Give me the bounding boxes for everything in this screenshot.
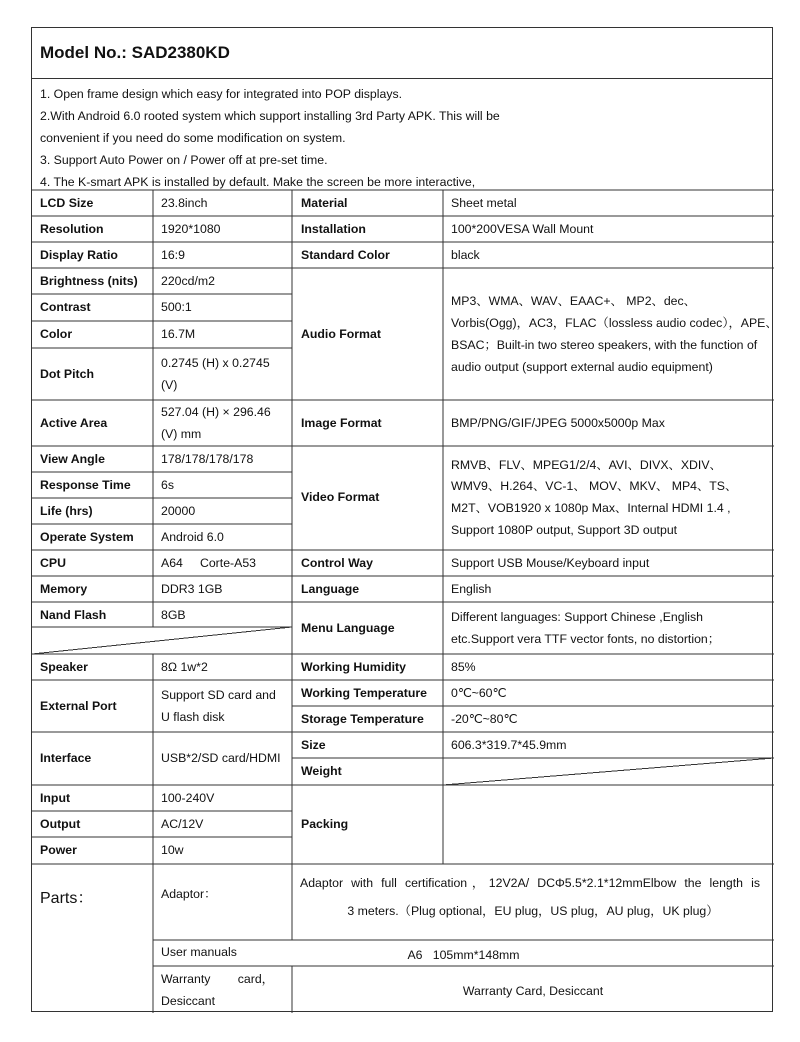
warranty-label-line2: Desiccant	[161, 994, 215, 1008]
audio-format-line: Vorbis(Ogg)，AC3，FLAC（lossless audio codec），APE、	[451, 316, 778, 330]
brightness-value: 220cd/m2	[161, 274, 216, 288]
dot-pitch-value-line2: (V)	[161, 378, 178, 392]
adaptor-value-line1: Adaptor with full certification，12V2A/ DCΦ5.5*2.1*12mmElbow the length is	[300, 876, 760, 890]
control-way-label: Control Way	[301, 556, 373, 570]
resolution-value: 1920*1080	[161, 222, 221, 236]
video-format-line: Support 1080P output, Support 3D output	[451, 523, 678, 537]
working-temperature-label: Working Temperature	[301, 686, 427, 700]
installation-value: 100*200VESA Wall Mount	[451, 222, 594, 236]
speaker-value: 8Ω 1w*2	[161, 660, 208, 674]
active-area-label: Active Area	[40, 416, 108, 430]
material-value: Sheet metal	[451, 196, 517, 210]
video-format-line: M2T、VOB1920 x 1080p Max、Internal HDMI 1.4 ,	[451, 501, 731, 515]
intro-line: 1. Open frame design which easy for integrated into POP displays.	[40, 87, 403, 101]
image-format-label: Image Format	[301, 416, 382, 430]
memory-value: DDR3 1GB	[161, 582, 223, 596]
parts-label: Parts：	[40, 890, 94, 907]
image-format-value: BMP/PNG/GIF/JPEG 5000x5000p Max	[451, 416, 665, 430]
video-format-line: RMVB、FLV、MPEG1/2/4、AVI、DIVX、XDIV、	[451, 458, 722, 472]
color-value: 16.7M	[161, 327, 196, 341]
storage-temperature-value: -20℃~80℃	[451, 712, 518, 726]
material-label: Material	[301, 196, 348, 210]
audio-format-line: BSAC；Built-in two stereo speakers, with the function of	[451, 338, 758, 352]
warranty-label-line1: Warranty card，	[161, 972, 274, 986]
menu-language-label: Menu Language	[301, 621, 395, 635]
warranty-value: Warranty Card, Desiccant	[462, 984, 604, 998]
output-value: AC/12V	[161, 817, 204, 831]
nand-flash-label: Nand Flash	[40, 608, 107, 622]
input-value: 100-240V	[161, 791, 215, 805]
interface-value: USB*2/SD card/HDMI	[161, 751, 281, 765]
spec-sheet	[31, 27, 778, 1012]
view-angle-value: 178/178/178/178	[161, 452, 254, 466]
user-manuals-value: A6 105mm*148mm	[407, 948, 520, 962]
user-manuals-label: User manuals	[161, 945, 237, 959]
language-label: Language	[301, 582, 360, 596]
lcd-size-value: 23.8inch	[161, 196, 208, 210]
adaptor-label: Adaptor：	[161, 887, 217, 901]
input-label: Input	[40, 791, 71, 805]
packing-label: Packing	[301, 817, 349, 831]
operate-system-label: Operate System	[40, 530, 134, 544]
life-value: 20000	[161, 504, 196, 518]
brightness-label: Brightness (nits)	[40, 274, 138, 288]
active-area-value-line1: 527.04 (H) × 296.46	[161, 405, 271, 419]
power-value: 10w	[161, 843, 184, 857]
dot-pitch-label: Dot Pitch	[40, 367, 94, 381]
adaptor-value-line2: 3 meters.（Plug optional，EU plug，US plug，AU plug，UK plug）	[347, 904, 719, 918]
dot-pitch-value-line1: 0.2745 (H) x 0.2745	[161, 356, 270, 370]
response-time-label: Response Time	[40, 478, 131, 492]
audio-format-label: Audio Format	[301, 327, 381, 341]
standard-color-label: Standard Color	[301, 248, 390, 262]
standard-color-value: black	[451, 248, 480, 262]
working-humidity-value: 85%	[451, 660, 476, 674]
contrast-label: Contrast	[40, 300, 91, 314]
working-temperature-value: 0℃~60℃	[451, 686, 507, 700]
video-format-line: WMV9、H.264、VC-1、 MOV、MKV、 MP4、TS、	[451, 479, 738, 493]
intro-line: 3. Support Auto Power on / Power off at pre-set time.	[40, 153, 328, 167]
intro-line: convenient if you need do some modification on system.	[40, 131, 346, 145]
display-ratio-label: Display Ratio	[40, 248, 118, 262]
memory-label: Memory	[40, 582, 88, 596]
weight-label: Weight	[301, 764, 342, 778]
lcd-size-label: LCD Size	[40, 196, 94, 210]
cpu-label: CPU	[40, 556, 66, 570]
language-value: English	[451, 582, 492, 596]
view-angle-label: View Angle	[40, 452, 105, 466]
video-format-label: Video Format	[301, 490, 380, 504]
resolution-label: Resolution	[40, 222, 104, 236]
audio-format-line: audio output (support external audio equipment)	[451, 360, 713, 374]
life-label: Life (hrs)	[40, 504, 93, 518]
menu-language-line: etc.Support vera TTF vector fonts, no distortion；	[451, 632, 721, 646]
external-port-value-line2: U flash disk	[161, 710, 225, 724]
control-way-value: Support USB Mouse/Keyboard input	[451, 556, 650, 570]
speaker-label: Speaker	[40, 660, 88, 674]
storage-temperature-label: Storage Temperature	[301, 712, 424, 726]
intro-line: 4. The K-smart APK is installed by default. Make the screen be more interactive,	[40, 175, 476, 189]
nand-flash-value: 8GB	[161, 608, 186, 622]
audio-format-line: MP3、WMA、WAV、EAAC+、 MP2、dec、	[451, 294, 696, 308]
contrast-value: 500:1	[161, 300, 192, 314]
size-value: 606.3*319.7*45.9mm	[451, 738, 567, 752]
output-label: Output	[40, 817, 81, 831]
cpu-value: A64 Corte-A53	[161, 556, 257, 570]
intro-line: 2.With Android 6.0 rooted system which support installing 3rd Party APK. This will be	[40, 109, 500, 123]
installation-label: Installation	[301, 222, 366, 236]
color-label: Color	[40, 327, 73, 341]
response-time-value: 6s	[161, 478, 174, 492]
model-title: Model No.: SAD2380KD	[40, 43, 230, 62]
interface-label: Interface	[40, 751, 92, 765]
size-label: Size	[301, 738, 326, 752]
external-port-label: External Port	[40, 699, 117, 713]
working-humidity-label: Working Humidity	[301, 660, 406, 674]
operate-system-value: Android 6.0	[161, 530, 224, 544]
active-area-value-line2: (V) mm	[161, 427, 202, 441]
power-label: Power	[40, 843, 77, 857]
external-port-value-line1: Support SD card and	[161, 688, 276, 702]
display-ratio-value: 16:9	[161, 248, 185, 262]
menu-language-line: Different languages: Support Chinese ,English	[451, 610, 704, 624]
